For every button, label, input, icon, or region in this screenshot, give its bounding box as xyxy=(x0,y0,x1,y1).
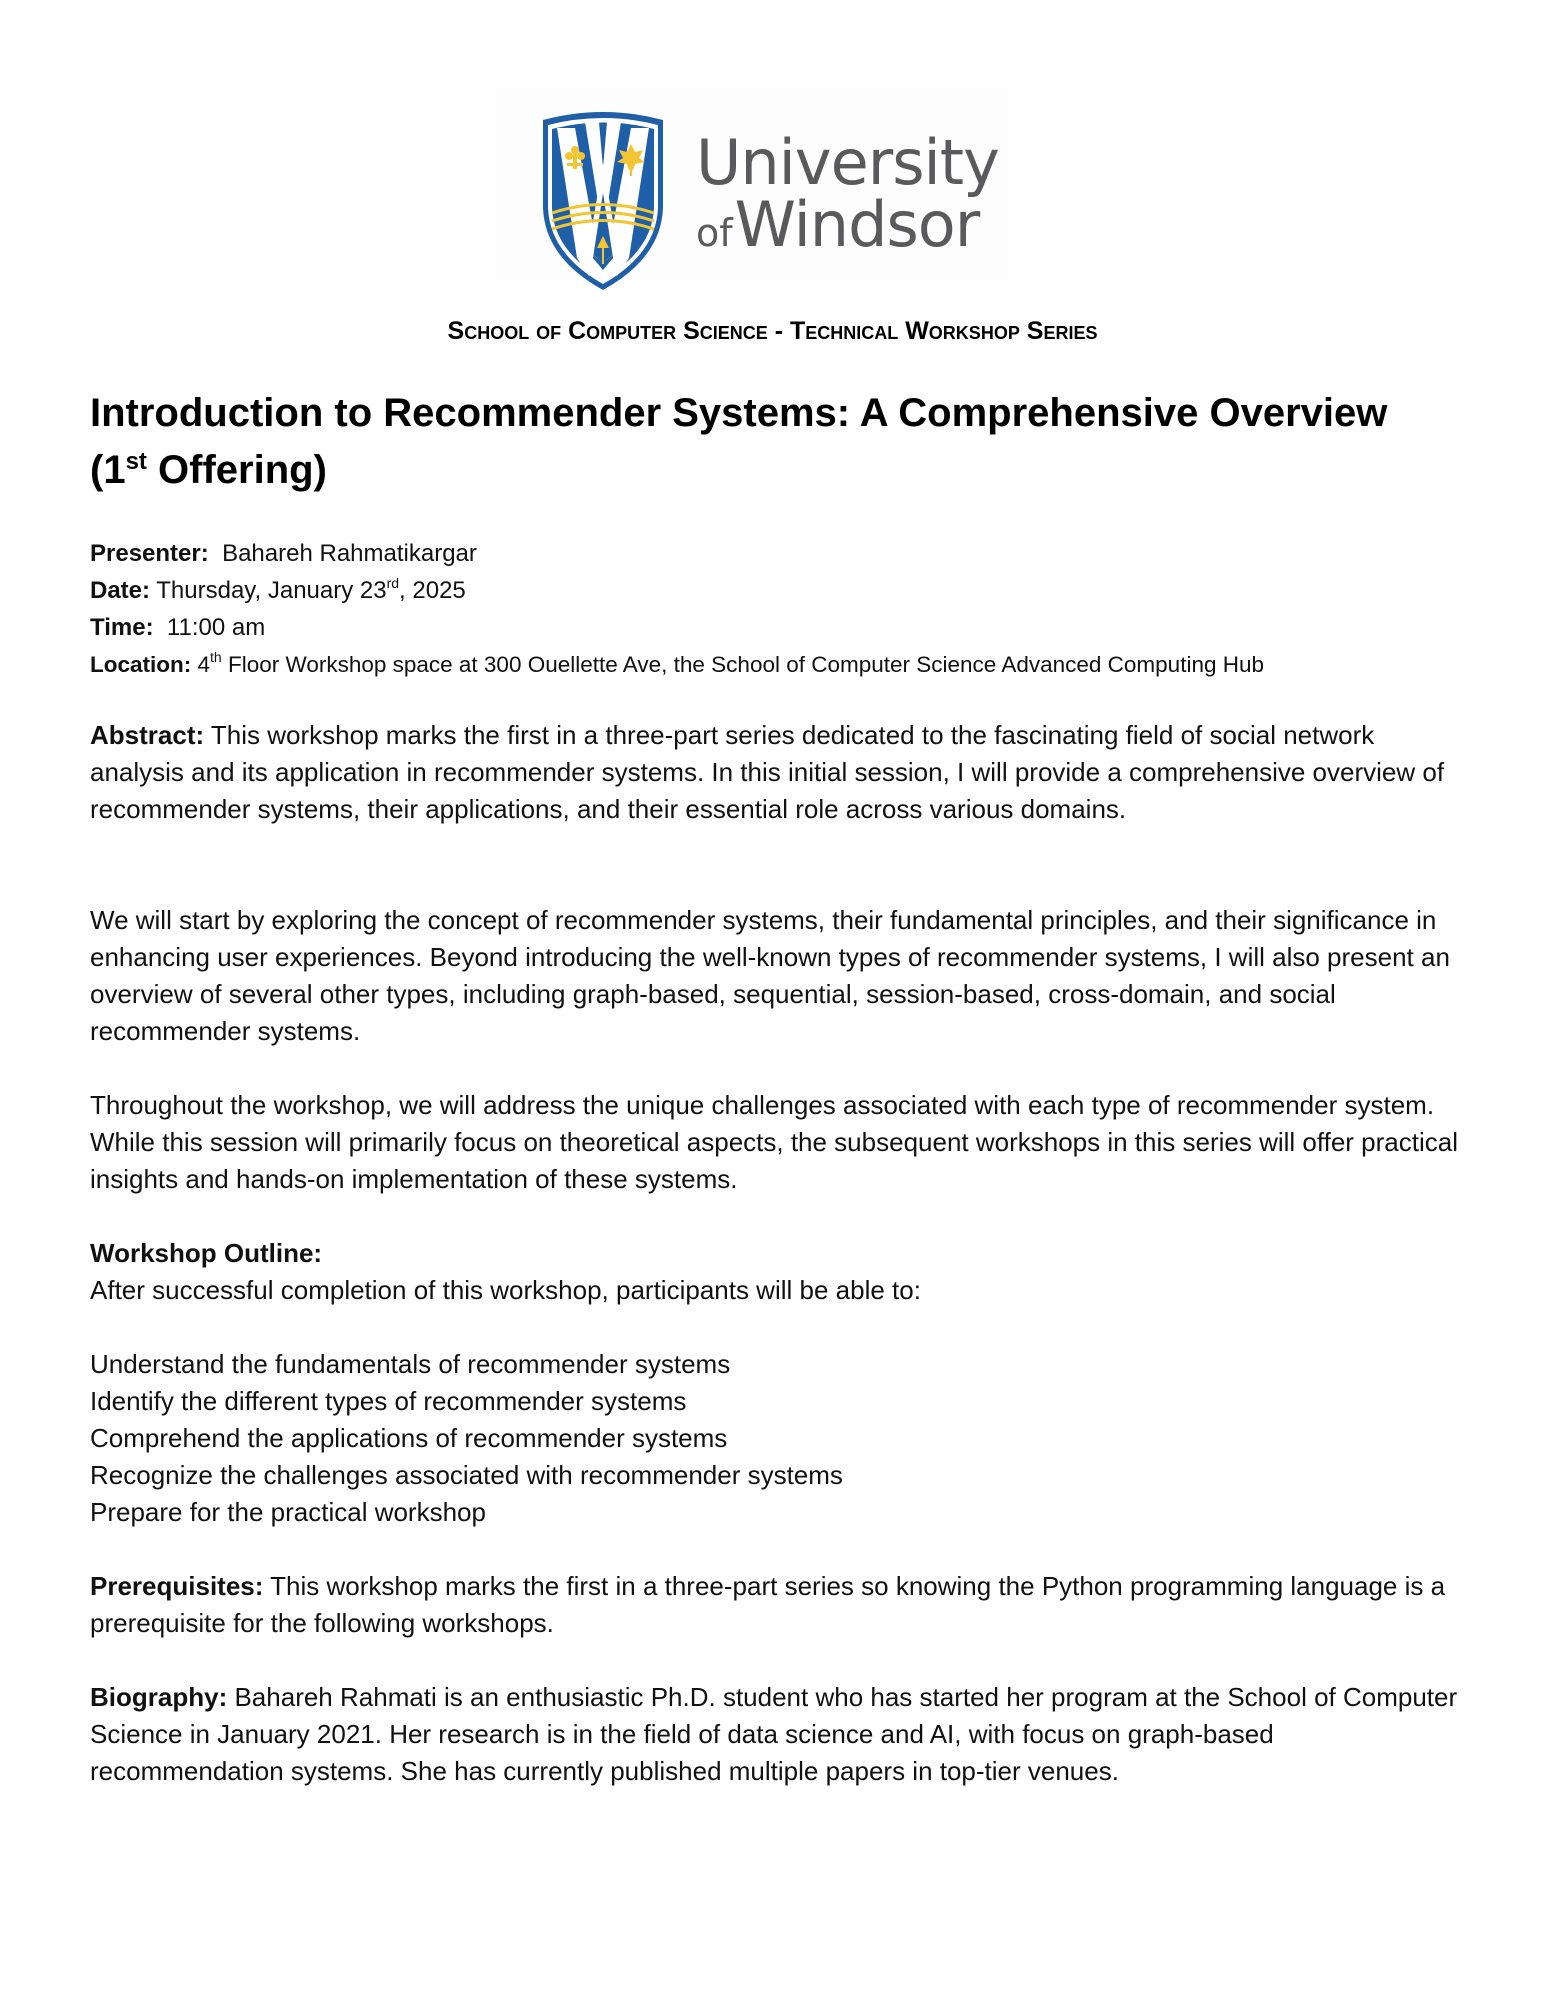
abstract-paragraph-3: Throughout the workshop, we will address the unique challenges associated with each type of recommender system. While this session will primarily focus on theoretical aspects, the subsequent workshops in this series will offer practical insights and hands-on implementation of these systems. xyxy=(90,1090,1458,1194)
location-floor: 4 xyxy=(197,652,211,677)
location-line xyxy=(90,646,1510,683)
logo-text-university: University xyxy=(696,126,999,199)
outline-section xyxy=(90,1235,1470,1309)
presenter-value: Bahareh Rahmatikargar xyxy=(222,540,477,567)
abstract-label: Abstract: xyxy=(90,720,205,750)
event-details xyxy=(90,535,1510,683)
logo-text-windsor xyxy=(696,190,979,268)
outline-item: Prepare for the practical workshop xyxy=(90,1497,486,1527)
series-name: Technical Workshop Series xyxy=(790,317,1098,345)
time-label: Time: xyxy=(90,614,154,641)
title-offering-suffix: st xyxy=(125,448,147,475)
date-suffix: rd xyxy=(386,575,400,591)
page-title xyxy=(90,385,1490,499)
outline-heading: Workshop Outline: xyxy=(90,1238,323,1268)
biography-paragraph xyxy=(90,1679,1470,1790)
outline-item: Understand the fundamentals of recommender systems xyxy=(90,1349,731,1379)
abstract-text-1: This workshop marks the first in a three-part series dedicated to the fascinating field of social network analysis and its application in recommender systems. In this initial session, I will provide a comprehensive overview of recommender systems, their applications, and their essential role across various domains. xyxy=(90,720,1445,824)
date-value: Thursday, January 23 xyxy=(156,577,387,604)
logo-text-of: of xyxy=(696,211,733,255)
date-line xyxy=(90,572,1510,609)
biography-text: Bahareh Rahmati is an enthusiastic Ph.D. student who has started her program at the School of Computer Science in January 2021. Her research is in the field of data science and AI, with focus on graph-based recommendation systems. She has currently published multiple papers in top-tier venues. xyxy=(90,1682,1458,1786)
date-label: Date: xyxy=(90,577,151,604)
series-header xyxy=(0,314,1545,348)
title-offering-label: Offering) xyxy=(146,448,327,492)
prerequisites-text: This workshop marks the first in a three-part series so knowing the Python programming language is a prerequisite for the following workshops. xyxy=(90,1571,1446,1638)
date-year: , 2025 xyxy=(399,577,466,604)
university-shield-icon xyxy=(537,108,669,292)
location-floor-suffix: th xyxy=(210,649,222,665)
logo-text-windsor-word: Windsor xyxy=(734,188,980,261)
abstract-paragraph-1 xyxy=(90,717,1470,828)
title-line-1: Introduction to Recommender Systems: A Comprehensive Overview xyxy=(90,391,1388,435)
title-line-2 xyxy=(90,442,1490,499)
title-offering-number: (1 xyxy=(90,448,126,492)
outline-item: Recognize the challenges associated with recommender systems xyxy=(90,1460,843,1490)
prerequisites-label: Prerequisites: xyxy=(90,1571,264,1601)
series-separator: - xyxy=(767,317,790,345)
outline-list-container xyxy=(90,1346,1470,1531)
outline-intro: After successful completion of this workshop, participants will be able to: xyxy=(90,1275,921,1305)
abstract-paragraph-2: We will start by exploring the concept of recommender systems, their fundamental principles, and their significance in enhancing user experiences. Beyond introducing the well-known types of recommender systems, I will also present an overview of several other types, including graph-based, sequential, session-based, cross-domain, and social recommender systems. xyxy=(90,905,1450,1046)
location-label: Location: xyxy=(90,652,192,677)
presenter-line xyxy=(90,535,1510,572)
outline-item: Comprehend the applications of recommender systems xyxy=(90,1423,728,1453)
prerequisites-paragraph xyxy=(90,1568,1470,1642)
series-school: School of Computer Science xyxy=(447,317,768,345)
outline-item: Identify the different types of recommender systems xyxy=(90,1386,687,1416)
presenter-label: Presenter: xyxy=(90,540,209,567)
location-value: Floor Workshop space at 300 Ouellette Ave, the School of Computer Science Advanced Computing Hub xyxy=(221,652,1264,677)
outline-list xyxy=(90,1346,1470,1531)
time-value: 11:00 am xyxy=(166,614,266,641)
time-line xyxy=(90,609,1510,646)
biography-label: Biography: xyxy=(90,1682,228,1712)
